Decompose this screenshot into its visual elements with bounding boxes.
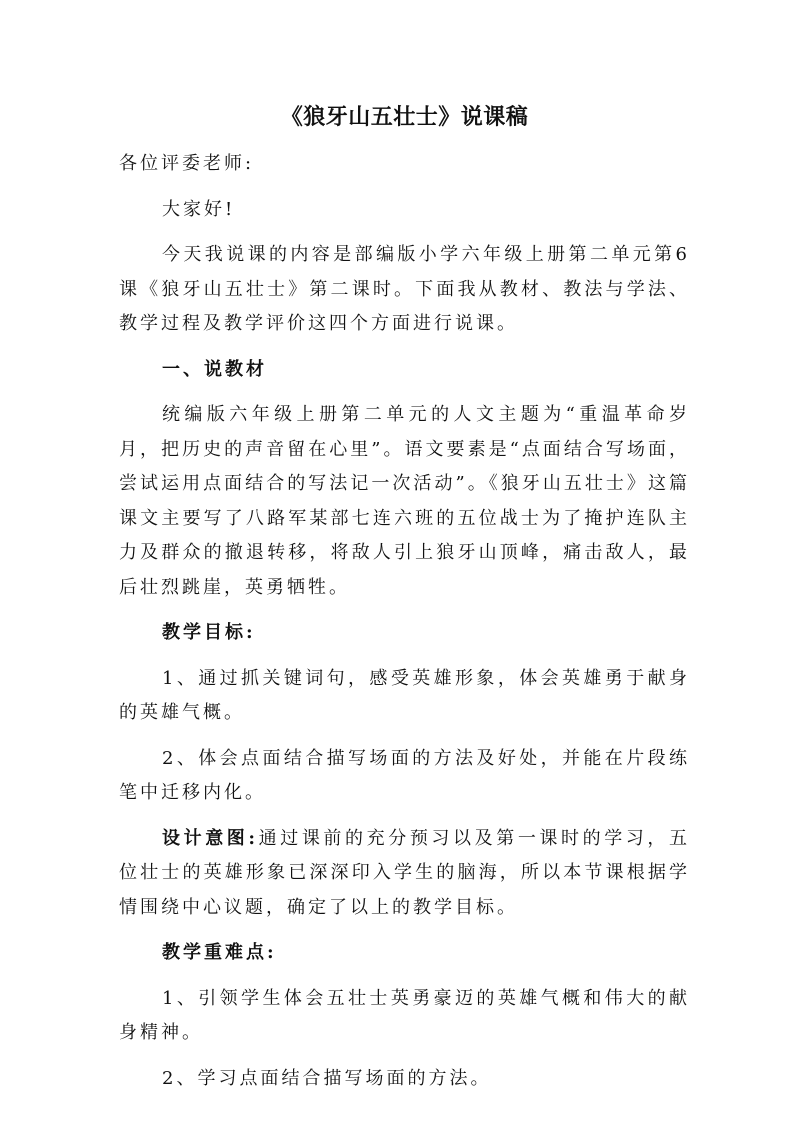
greeting: 大家好! bbox=[162, 198, 236, 220]
teaching-goal-item: 2、体会点面结合描写场面的方法及好处，并能在片段练笔中迁移内化。 bbox=[119, 747, 690, 803]
design-intent-label: 设计意图: bbox=[162, 827, 259, 849]
salutation: 各位评委老师: bbox=[119, 153, 255, 174]
teaching-goal-item: 1、通过抓关键词句，感受英雄形象，体会英雄勇于献身的英雄气概。 bbox=[119, 667, 690, 723]
teaching-goals-heading: 教学目标: bbox=[162, 622, 256, 643]
design-intent-text: 通过课前的充分预习以及第一课时的学习，五位壮士的英雄形象已深深印入学生的脑海，所以本节课根据学情围绕中心议题，确定了以上的教学目标。 bbox=[119, 827, 690, 918]
key-difficult-points-heading: 教学重难点: bbox=[162, 942, 277, 963]
design-intent-paragraph bbox=[119, 822, 690, 926]
key-point-item: 2、学习点面结合描写场面的方法。 bbox=[162, 1067, 492, 1089]
key-point-item: 1、引领学生体会五壮士英勇豪迈的英雄气概和伟大的献身精神。 bbox=[119, 987, 690, 1043]
document-title: 《狼牙山五壮士》说课稿 bbox=[280, 104, 529, 130]
section-heading-textbook: 一、说教材 bbox=[162, 358, 267, 380]
intro-paragraph: 今天我说课的内容是部编版小学六年级上册第二单元第6课《狼牙山五壮士》第二课时。下面我从教材、教法与学法、教学过程及教学评价这四个方面进行说课。 bbox=[119, 244, 690, 334]
textbook-paragraph: 统编版六年级上册第二单元的人文主题为“重温革命岁月，把历史的声音留在心里”。语文要素是“点面结合写场面，尝试运用点面结合的写法记一次活动”。《狼牙山五壮士》这篇课文主要写了八路军某部七连六班的五位战士为了掩护连队主力及群众的撤退转移，将敌人引上狼牙山顶峰，痛击敌人，最后壮烈跳崖，英勇牺牲。 bbox=[119, 404, 690, 598]
